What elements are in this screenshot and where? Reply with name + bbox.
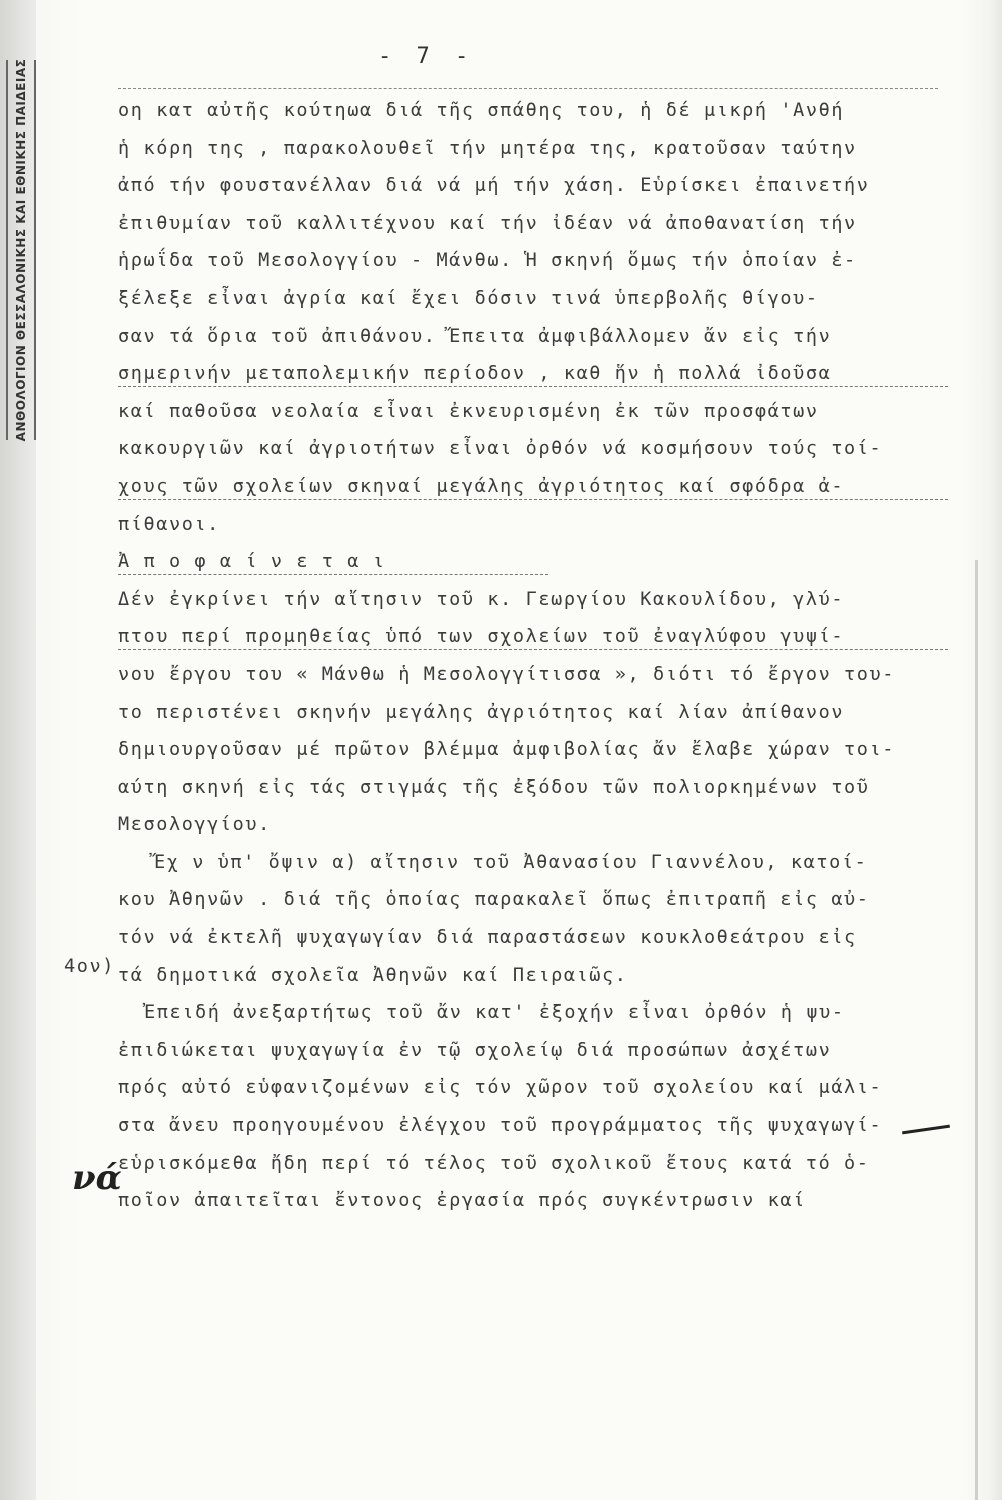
item-number-label: 4ον) — [64, 956, 115, 977]
text-line: ξέλεξε εἶναι ἀγρία καί ἔχει δόσιν τινά ὑπερβολῆς θίγου- — [118, 287, 819, 309]
text-line: ἐπιδιώκεται ψυχαγωγία ἐν τῷ σχολείῳ διά προσώπων ἀσχέτων — [118, 1039, 832, 1061]
text-line: τόν νά ἐκτελῆ ψυχαγωγίαν διά παραστάσεων κουκλοθεάτρου εἰς — [118, 927, 857, 949]
handwritten-insert: νά — [72, 1158, 122, 1198]
top-rule — [118, 88, 938, 89]
text-line: ἀπό τήν φουστανέλλαν διά νά μή τήν χάση. Εὑρίσκει ἐπαινετήν — [118, 175, 870, 197]
text-line: ἐπιθυμίαν τοῦ καλλιτέχνου καί τήν ἰδέαν νά ἀποθανατίση τήν — [118, 212, 857, 234]
text-line: Ἐπειδή ἀνεξαρτήτως τοῦ ἄν κατ' ἐξοχήν εἶναι ὀρθόν ἡ ψυ- — [144, 1002, 845, 1024]
text-line: τά δημοτικά σχολεῖα Ἀθηνῶν καί Πειραιῶς. — [118, 964, 628, 986]
text-line: πρός αὐτό εὑφανιζομένων εἰς τόν χῶρον τοῦ σχολείου καί μάλι- — [118, 1077, 883, 1099]
text-line: σημερινήν μεταπολεμικήν περίοδον , καθ ἥν ἡ πολλά ἰδοῦσα — [118, 355, 968, 393]
text-line: εὑρισκόμεθα ἤδη περί τό τέλος τοῦ σχολικοῦ ἔτους κατά τό ὁ- — [118, 1152, 870, 1174]
text-line: χους τῶν σχολείων σκηναί μεγάλης ἀγριότητος καί σφόδρα ἀ- — [118, 468, 968, 506]
text-line: πίθανοι. — [118, 513, 220, 535]
archive-stamp-text: ΑΝΘΟΛΟΓΙΟΝ ΘΕΣΣΑΛΟΝΙΚΗΣ ΚΑΙ ΕΘΝΙΚΗΣ ΠΑΙΔΕΙΑΣ — [14, 58, 28, 442]
text-line: Μεσολογγίου. — [118, 814, 271, 836]
text-line: κου Ἀθηνῶν . διά τῆς ὁποίας παρακαλεῖ ὅπως ἐπιτραπῆ εἰς αὐ- — [118, 889, 870, 911]
text-line: δημιουργοῦσαν μέ πρῶτον βλέμμα ἀμφιβολίας ἄν ἔλαβε χώραν τοι- — [118, 739, 896, 761]
text-line: ἡ κόρη της , παρακολουθεῖ τήν μητέρα της, κρατοῦσαν ταύτην — [118, 137, 857, 159]
text-line: πτου περί προμηθείας ὑπό των σχολείων τοῦ ἐναγλύφου γυψί- — [118, 618, 968, 656]
text-line: ποῖον ἀπαιτεῖται ἔντονος ἐργασία πρός συγκέντρωσιν καί — [118, 1190, 806, 1212]
page-edge — [975, 560, 978, 1500]
text-line: νου ἔργου του « Μάνθω ἡ Μεσολογγίτισσα », διότι τό ἔργον του- — [118, 663, 896, 685]
text-line: καί παθοῦσα νεολαία εἶναι ἐκνευρισμένη ἐκ τῶν προσφάτων — [118, 400, 819, 422]
text-line: Ἔχ ν ὑπ' ὄψιν α) αἴτησιν τοῦ Ἀθανασίου Γιαννέλου, κατοί- — [154, 851, 868, 873]
text-line: σαν τά ὅρια τοῦ ἀπιθάνου. Ἔπειτα ἀμφιβάλλομεν ἄν εἰς τήν — [118, 325, 832, 347]
text-line: στα ἄνευ προηγουμένου ἐλέγχου τοῦ προγράμματος τῆς ψυχαγωγί- — [118, 1115, 883, 1137]
text-line: Δέν ἐγκρίνει τήν αἴτησιν τοῦ κ. Γεωργίου Κακουλίδου, γλύ- — [118, 588, 845, 610]
text-line: αύτη σκηνή εἰς τάς στιγμάς τῆς ἐξόδου τῶν πολιορκημένων τοῦ — [118, 776, 870, 798]
typed-text-block — [118, 92, 968, 1220]
text-line: ἡρωΐδα τοῦ Μεσολογγίου - Μάνθω. Ἡ σκηνή ὅμως τήν ὁποίαν ἐ- — [118, 250, 857, 272]
text-line: κακουργιῶν καί ἀγριοτήτων εἶναι ὀρθόν νά κοσμήσουν τούς τοί- — [118, 438, 883, 460]
section-heading: Ἀ π ο φ α ί ν ε τ α ι — [118, 543, 568, 581]
text-line: το περιστένει σκηνήν μεγάλης ἀγριότητος καί λίαν ἀπίθανον — [118, 701, 845, 723]
archive-stamp — [6, 60, 36, 440]
text-line: οη κατ αὐτῆς κούτηωα διά τῆς σπάθης του, ἡ δέ μικρή 'Ανθή — [118, 100, 845, 121]
page-number: - 7 - — [378, 44, 475, 69]
